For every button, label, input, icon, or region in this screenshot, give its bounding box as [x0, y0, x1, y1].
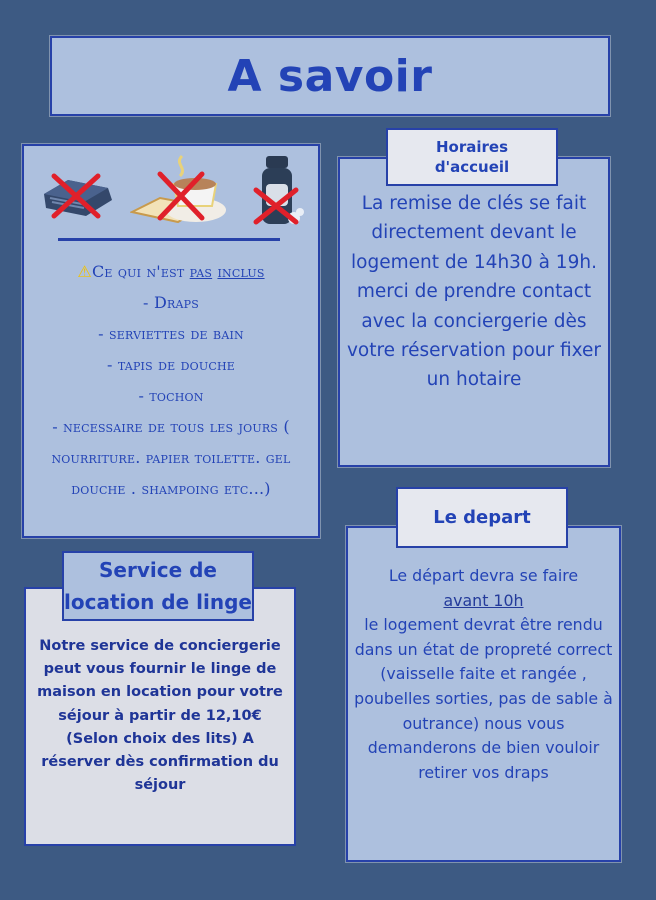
horaires-text: La remise de clés se fait directement devant le logement de 14h30 à 19h. merci de prendre contact avec la conciergerie dès votre réservation pour fixer un hotaire	[346, 193, 602, 391]
excluded-icons-row	[38, 154, 306, 230]
breakfast-icon	[130, 154, 230, 230]
list-item: - tochon	[138, 386, 204, 405]
not-included-heading: ⚠Ce qui n'est pas inclus	[24, 256, 318, 287]
horaires-title: Horaires d'accueil	[386, 128, 558, 186]
list-item: - tapis de douche	[106, 355, 236, 374]
divider	[58, 238, 280, 241]
service-title: Service de location de linge	[62, 551, 254, 621]
depart-title: Le depart	[396, 487, 568, 548]
list-item: - serviettes de bain	[98, 324, 244, 343]
shampoo-bottle-icon	[248, 154, 308, 230]
page-title: A savoir	[227, 50, 433, 102]
list-item: - Draps	[143, 293, 199, 312]
warning-icon: ⚠	[77, 262, 92, 281]
depart-panel	[346, 526, 621, 862]
title-banner	[50, 36, 610, 116]
bedsheet-icon	[38, 154, 118, 226]
depart-rest: le logement devrat être rendu dans un état de propreté correct (vaisselle faite et rangée , poubelles sorties, pas de sable à outrance) nous vous demanderons de bien vouloir retirer vos draps	[354, 615, 613, 782]
service-text: Notre service de conciergerie peut vous fournir le linge de maison en location pour votre séjour à partir de 12,10€ (Selon choix des lits) A réserver dès confirmation du séjour	[37, 638, 283, 794]
not-included-panel	[22, 144, 320, 538]
service-panel	[24, 587, 296, 846]
depart-line-1: Le départ devra se faire	[388, 566, 579, 585]
depart-text	[352, 564, 615, 785]
not-included-list	[24, 256, 318, 504]
horaires-panel	[338, 157, 610, 467]
list-item: - necessaire de tous les jours ( nourriture. papier toilette. gel douche . shampoing etc...)	[51, 417, 291, 498]
depart-time: avant 10h	[443, 590, 524, 610]
